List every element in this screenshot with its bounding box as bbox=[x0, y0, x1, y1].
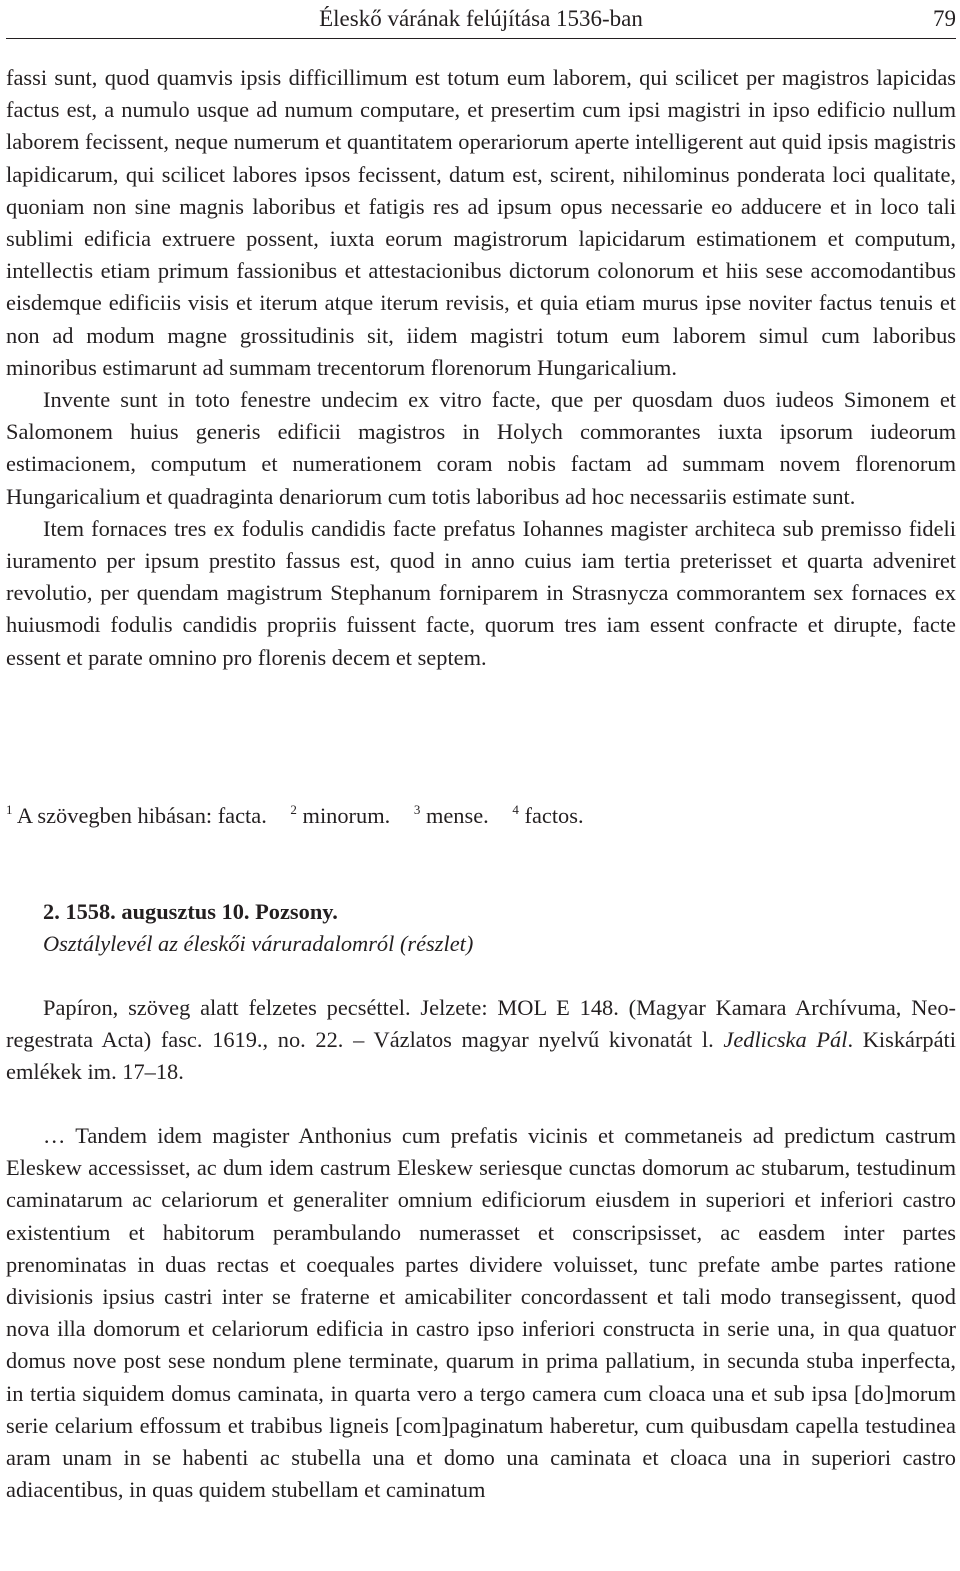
footnote-number: 1 bbox=[6, 802, 13, 817]
footnotes bbox=[6, 800, 956, 832]
running-header bbox=[6, 0, 956, 39]
footnote-number: 2 bbox=[290, 802, 297, 817]
paragraph-continued: fassi sunt, quod quamvis ipsis difficillimum est totum eum laborem, qui scilicet per magistros lapicidas factus est, a numulo usque ad numum computare, et presertim cum ipsi magistri in ipso edificio nullum laborem fecissent, neque numerum et quantitatem operariorum aperte intelligerent aut quid ipsis magistris lapidicarum, qui scilicet labores ipsos fecissent, datum est, scirent, nihilominus ponderata loci qualitate, quoniam non sine magnis laboribus et fatigis res ad ipsum opus necessarie eo adducere et in loco tali sublimi edificia extruere possent, iuxta eorum magistrorum lapicidarum estimationem et computum, intellectis etiam primum fassionibus et attestacionibus dictorum colonorum et hiis sese accomodantibus eisdemque edificiis visis et iterum atque iterum revisis, et quia etiam murus ipse noviter factus tenuis et non ad modum magne grossitudinis sit, iidem magistri totum eum laborem simul cum laboribus minoribus estimarunt ad summam trecentorum florenorum Hungaricalium. bbox=[6, 65, 956, 380]
footnote-number: 3 bbox=[413, 802, 421, 817]
footnote-text: minorum. bbox=[302, 803, 391, 828]
footnote-2 bbox=[290, 803, 390, 828]
source-reference: . Kiskárpáti emlékek im. 17–18. bbox=[6, 1027, 956, 1085]
footnote-number: 4 bbox=[512, 802, 519, 817]
footnote-text: A szövegben hibásan: facta. bbox=[16, 803, 267, 828]
paragraph-windows: Invente sunt in toto fenestre undecim ex vitro facte, que per quosdam duos iudeos Simonem et Salomonem huius generis edificii magistros in Holych commorantes iuxta ipsorum iudeorum estimacionem, computum et numerationem coram nobis factam ad summam novem florenorum Hungaricalium et quadraginta denariorum cum totis laboribus ad hoc necessariis estimate sunt. bbox=[6, 387, 956, 509]
footnote-text: factos. bbox=[524, 803, 584, 828]
footnote-text: mense. bbox=[425, 803, 489, 828]
main-text bbox=[6, 62, 956, 674]
paragraph-furnaces: Item fornaces tres ex fodulis candidis facte prefatus Iohannes magister architeca sub premisso fideli iuramento per ipsum prestito fassus est, quod in anno cuius iam tertia preterisset et quarta adveniret revolutio, per quendam magistrum Stephanum forniparem in Strasnycza commorantem sex fornaces ex huiusmodi fodulis candidis propriis fuissent facte, quorum tres iam essent confracte et dirupte, facte essent et parate omnino pro florenis decem et septem. bbox=[6, 515, 956, 670]
source-author: Jedlicska Pál bbox=[723, 1027, 848, 1053]
source-note bbox=[6, 992, 956, 1089]
document-subtitle: Osztálylevél az éleskői váruradalomról (részlet) bbox=[43, 931, 474, 956]
excerpt-text: … Tandem idem magister Anthonius cum prefatis vicinis et commetaneis ad predictum castrum Eleskew accessisset, ac dum idem castrum Eleskew seriesque cunctas domorum ac stubarum, testudinum caminatarum ac celariorum et generaliter omnium edificiorum eiusdem in superiori et inferiori castro existentium et habitorum perambulando numerasset et conscripsisset, ac easdem inter partes prenominatas in duas rectas et coequales partes dividere voluisset, tunc prefate ambe partes ratione divisionis ipsius castri inter se fraterne et amicabiliter concordassent et tali modo transegissent, quod nova illa domorum et celariorum edificia in castro ipso inferiori constructa in serie una, in qua quatuor domus nove post sese nondum plene terminate, quarum in prima pallatium, in secunda stuba inperfecta, in tertia siquidem domus caminata, in quarta vero a tergo camera cum cloaca una et sub ipsa [do]morum serie celarium effossum et trabibus ligneis [com]paginatum haberetur, cum quibusdam capella testudinea aram unam in se habenti ac stubella una et domo una caminata et cloaca una in superiori castro adiacentibus, in quas quidem stubellam et caminatum bbox=[6, 1123, 956, 1503]
footnote-4 bbox=[512, 803, 583, 828]
footnote-1 bbox=[6, 803, 267, 828]
page-number: 79 bbox=[933, 6, 956, 31]
footnote-3 bbox=[414, 803, 489, 828]
running-title: Éleskő várának felújítása 1536-ban bbox=[319, 6, 643, 31]
document-heading: 2. 1558. augusztus 10. Pozsony. bbox=[43, 899, 338, 924]
source-text: Papíron, szöveg alatt felzetes pecséttel. Jelzete: MOL E 148. (Magyar Kamara Archívuma, Neo-regestrata Acta) fasc. 1619., no. 22. – Vázlatos magyar nyelvű kivonatát l. bbox=[6, 995, 956, 1053]
